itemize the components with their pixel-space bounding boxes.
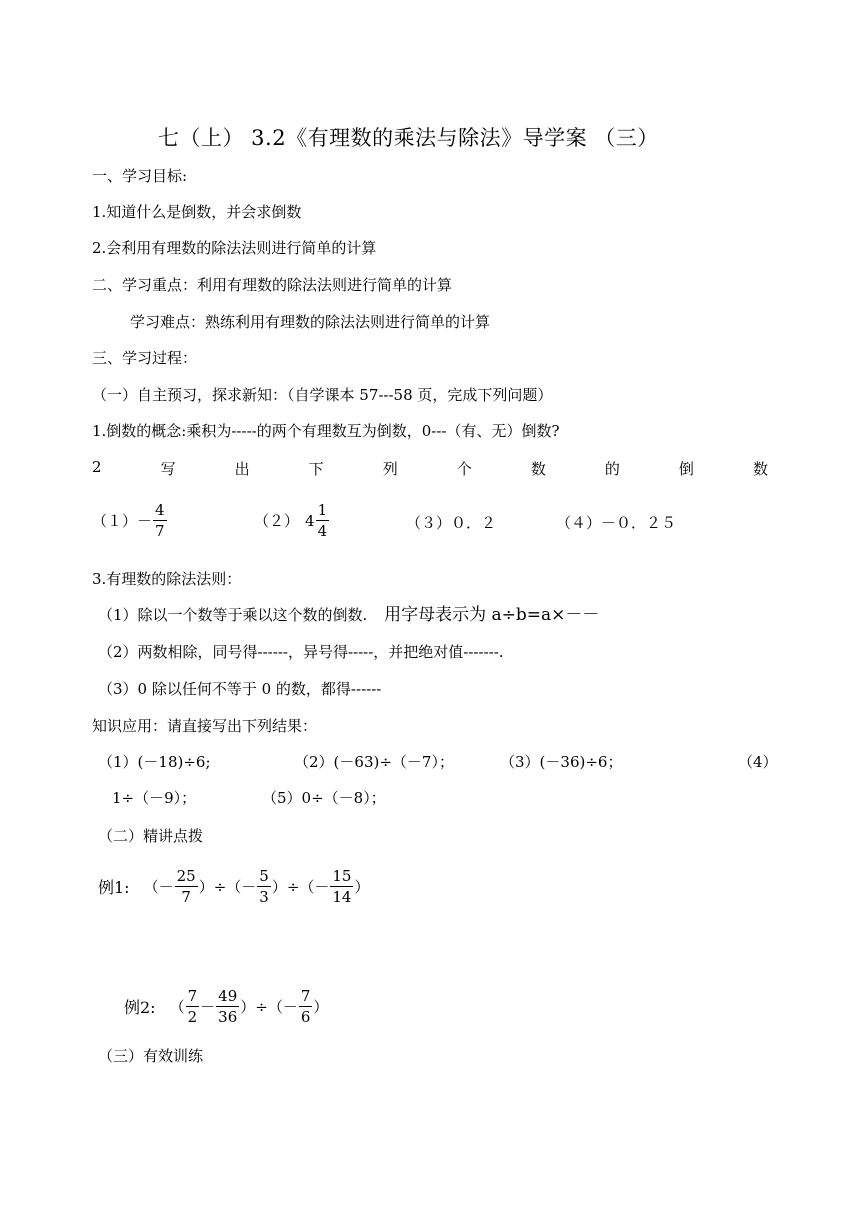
fraction [175,866,198,907]
goal-1: 1.知道什么是倒数，并会求倒数 [92,203,302,221]
denominator: 3 [259,888,269,906]
numerator: 15 [332,867,352,885]
spread-char: 写 [160,460,176,478]
spread-char: 列 [382,460,398,478]
numerator: 1 [317,501,328,519]
spread-char: 个 [456,460,472,478]
spread-char: 数 [752,460,768,478]
rule-2: （2）两数相除，同号得------，异号得-----，并把绝对值-------. [98,643,504,661]
numerator: 25 [176,867,196,885]
rule-1 [98,605,599,625]
operator: ）÷（－ [271,878,330,896]
write-reciprocals-line [92,458,768,479]
question-1: （1）(－18)÷6; [98,753,211,771]
denominator: 4 [317,522,328,540]
item-2-whole: 4 [305,511,315,530]
question-2: （2）(－63)÷（－7）； [294,753,454,771]
item-2-fraction [316,500,330,541]
operator: － [200,998,216,1016]
numerator: 5 [259,867,269,885]
spread-char: 2 [92,458,102,476]
spread-char: 出 [234,460,250,478]
fraction [330,866,353,907]
spread-char: 下 [308,460,324,478]
numerator: 7 [300,987,311,1005]
example-2-label: 例2: [124,998,156,1017]
fraction [216,986,239,1027]
question-4-label: （4） [738,753,778,771]
example-2 [124,986,328,1027]
operator: ）÷（－ [198,878,257,896]
denominator: 7 [181,888,191,906]
fraction [299,986,313,1027]
rule-3: （3）0 除以任何不等于 0 的数，都得------ [98,680,382,698]
example-1-label: 例1: [98,878,130,897]
item-2-label: （２） [254,512,300,530]
paren: （－ [143,878,174,896]
explain-heading: （二）精讲点拨 [98,827,204,845]
spread-char: 倒 [678,460,694,478]
operator: ）÷（－ [240,998,298,1016]
goal-2: 2.会利用有理数的除法法则进行简单的计算 [92,239,377,257]
item-3: （３）０．２ [406,514,497,532]
question-3: （3）(－36)÷6； [500,753,623,771]
fraction [186,986,200,1027]
paren: ） [313,998,329,1016]
difficulty-line: 学习难点：熟练利用有理数的除法法则进行简单的计算 [130,313,491,331]
item-4: （４）－０．２５ [556,514,677,532]
rule-1-formula: 用字母表示为 a÷b=a×－－ [384,605,600,625]
item-1-sign: － [137,512,153,530]
spread-char: 的 [604,460,620,478]
question-4-expr: 1÷（－9）； [112,789,197,807]
rule-1-text: （1）除以一个数等于乘以这个数的倒数. [98,606,368,624]
denominator: 7 [155,522,165,540]
question-5: （5）0÷（－8）； [262,789,386,807]
reciprocal-concept: 1.倒数的概念:乘积为-----的两个有理数互为倒数，0---（有、无）倒数? [92,422,560,440]
denominator: 36 [218,1008,238,1026]
fraction [257,866,271,907]
division-rule-heading: 3.有理数的除法法则： [92,570,242,588]
process-heading: 三、学习过程： [92,349,198,367]
numerator: 4 [155,501,165,519]
denominator: 14 [332,888,352,906]
numerator: 49 [218,987,238,1005]
spread-char: 数 [530,460,546,478]
denominator: 2 [187,1008,198,1026]
page-title: 七（上） 3.2《有理数的乘法与除法》导学案 （三） [158,126,659,150]
item-1-fraction [153,500,167,541]
item-1 [92,500,168,541]
paren: ） [354,878,370,896]
item-2 [254,500,330,541]
goals-heading: 一、学习目标: [92,167,188,185]
denominator: 6 [300,1008,311,1026]
example-1 [98,866,370,907]
item-1-label: （１） [92,512,138,530]
training-heading: （三）有效训练 [98,1047,204,1065]
application-line: 知识应用：请直接写出下列结果： [92,717,318,735]
focus-line: 二、学习重点：利用有理数的除法法则进行简单的计算 [92,276,453,294]
numerator: 7 [187,987,198,1005]
paren: （ [169,998,185,1016]
preview-line: （一）自主预习，探求新知：（自学课本 57---58 页，完成下列问题） [92,386,553,404]
